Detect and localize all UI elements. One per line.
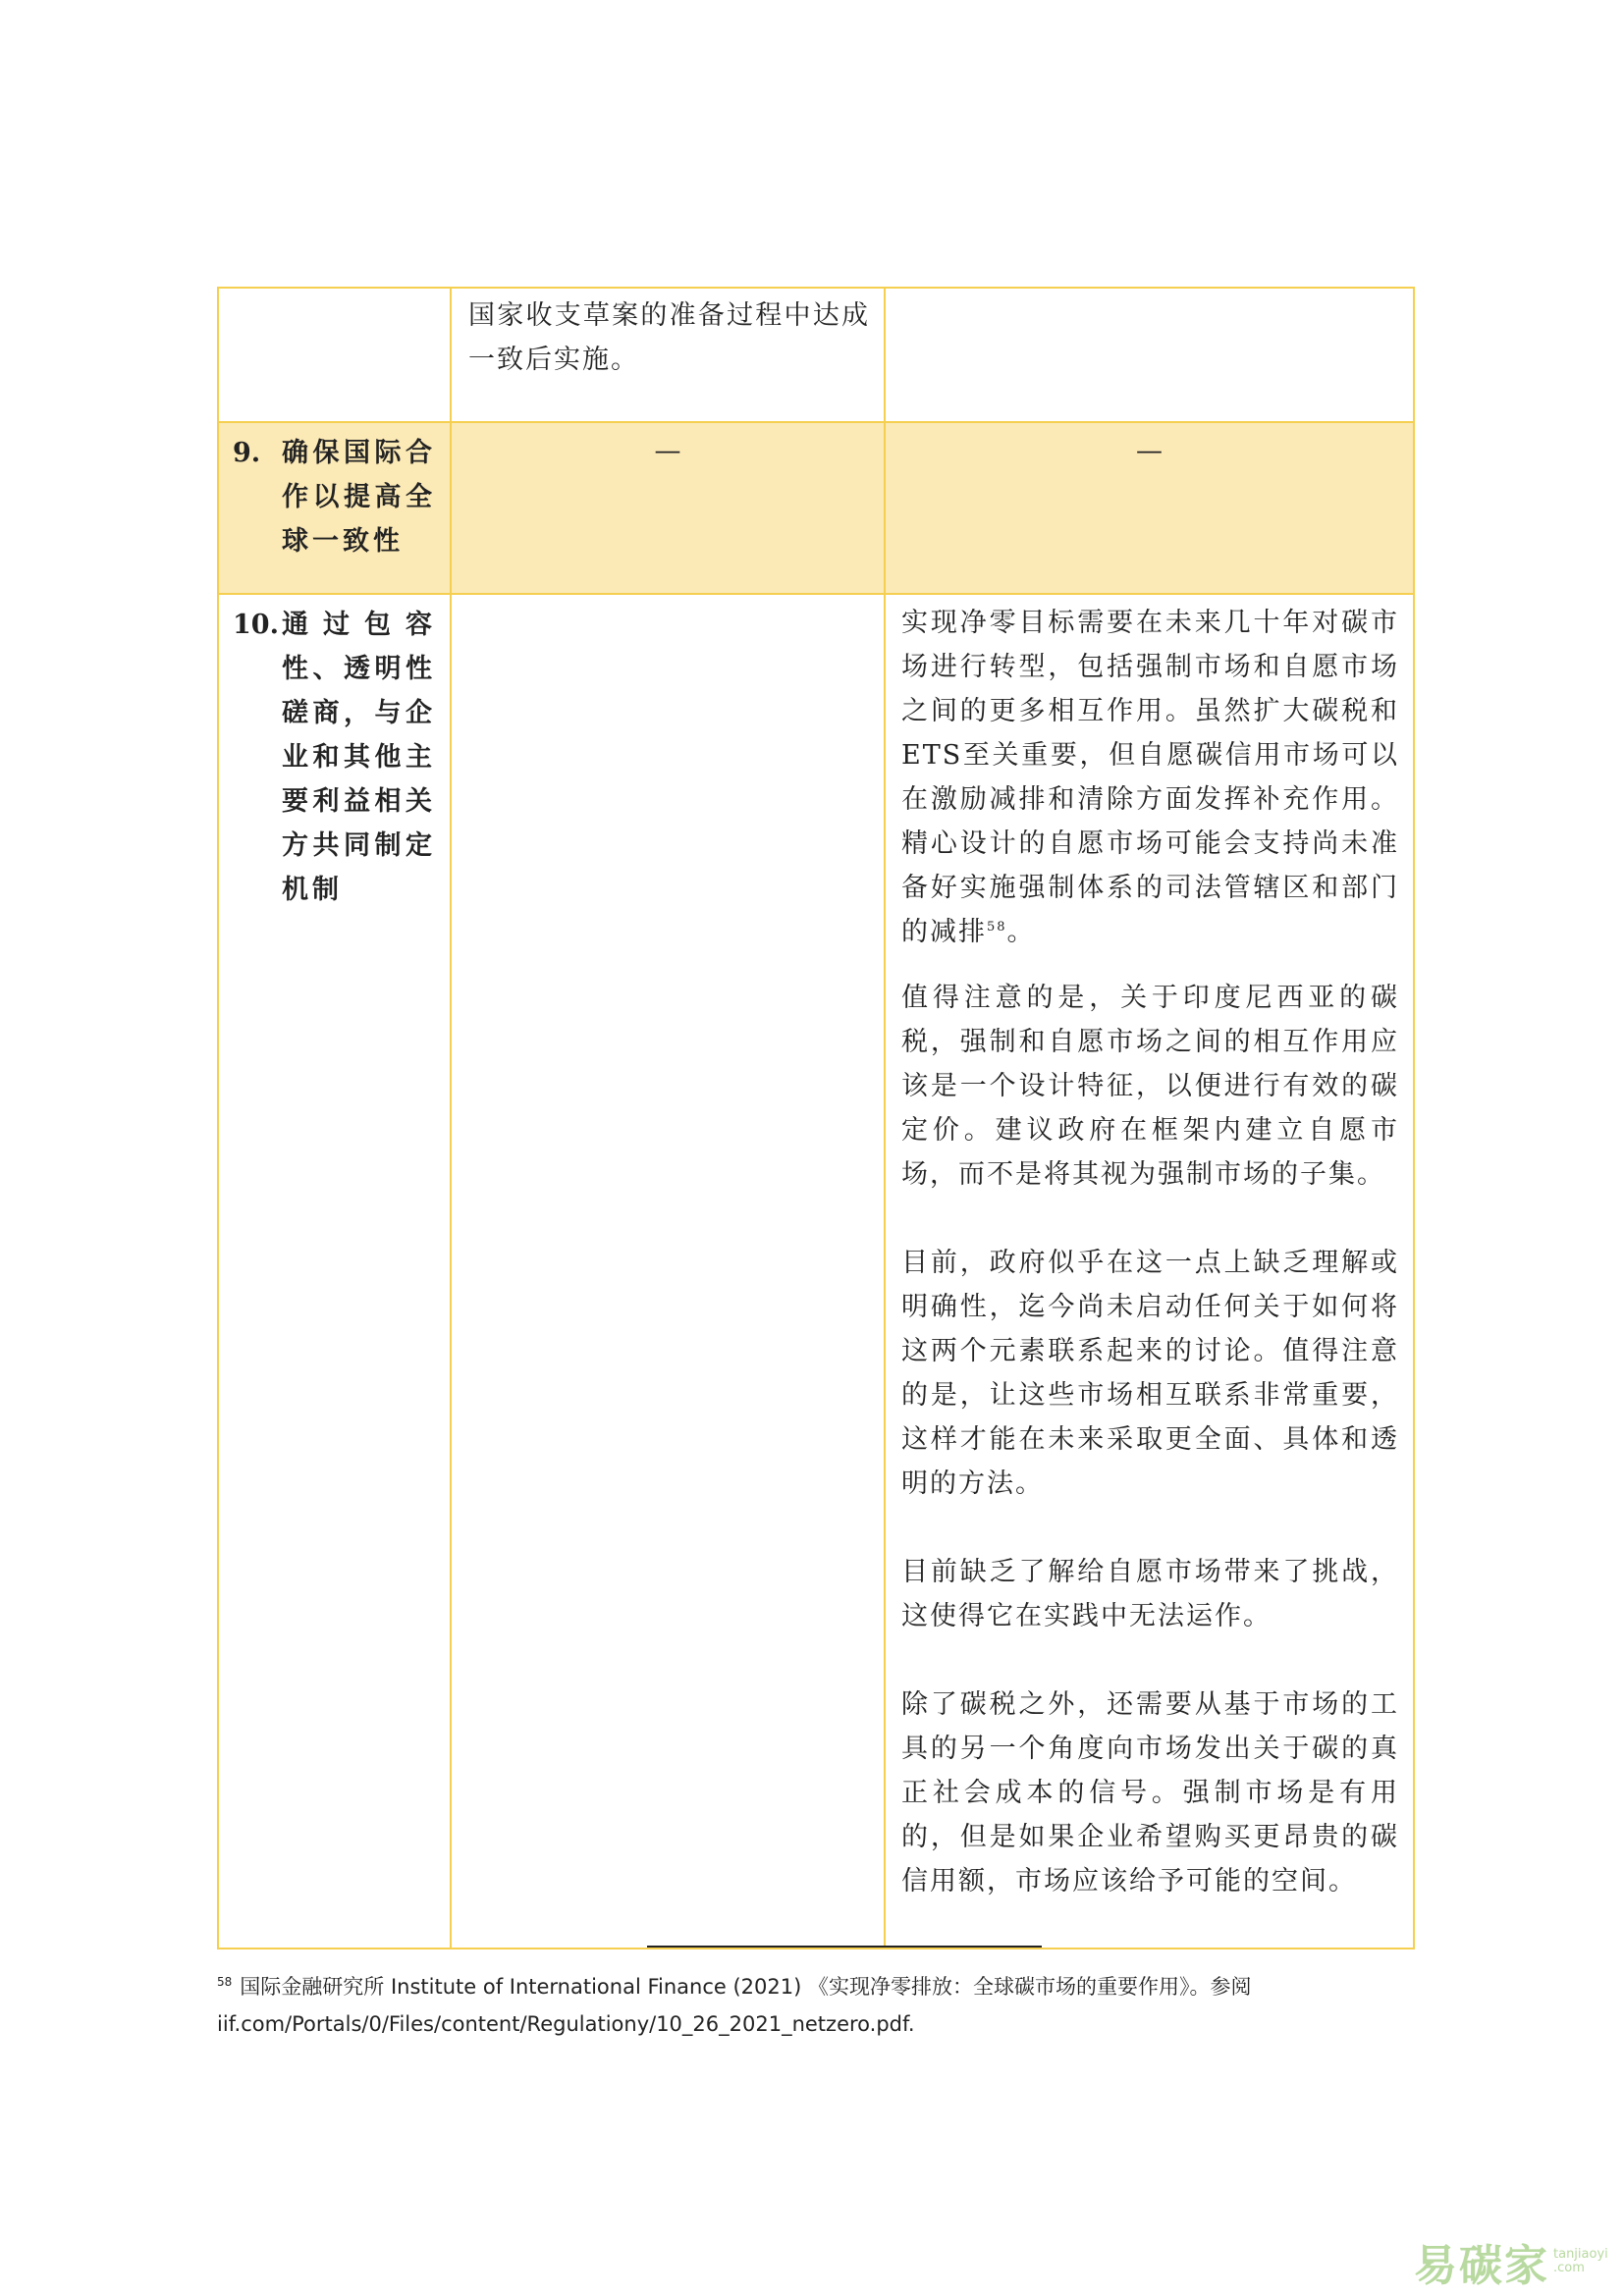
cell-continued-col3: [885, 288, 1414, 422]
paragraph-4: 目前缺乏了解给自愿市场带来了挑战，这使得它在实践中无法运作。: [901, 1557, 1399, 1631]
watermark-domain: tanjiaoyi .com: [1553, 2247, 1608, 2275]
dash-placeholder: —: [1136, 436, 1163, 466]
row-label: 确保国际合作以提高全球一致性: [282, 438, 436, 557]
policy-table: [217, 287, 1415, 1949]
row-label: 通过包容性、透明性磋商，与企业和其他主要利益相关方共同制定机制: [282, 610, 436, 905]
table-row-9: [218, 422, 1414, 594]
paragraph-3: 目前，政府似乎在这一点上缺乏理解或明确性，迄今尚未启动任何关于如何将这两个元素联系起来的讨论。值得注意的是，让这些市场相互联系非常重要，这样才能在未来采取更全面、具体和透明的方法。: [901, 1248, 1399, 1499]
table-row-10: [218, 594, 1414, 1949]
footnote-marker: 58: [217, 1975, 233, 1989]
paragraph-2: 值得注意的是，关于印度尼西亚的碳税，强制和自愿市场之间的相互作用应该是一个设计特征，以便进行有效的碳定价。建议政府在框架内建立自愿市场，而不是将其视为强制市场的子集。: [901, 983, 1399, 1190]
cell-row9-label: [218, 422, 451, 594]
paragraph-1: 实现净零目标需要在未来几十年对碳市场进行转型，包括强制市场和自愿市场之间的更多相互作用。虽然扩大碳税和ETS至关重要，但自愿碳信用市场可以在激励减排和清除方面发挥补充作用。精心设计的自愿市场可能会支持尚未准备好实施强制体系的司法管辖区和部门的减排$^{58}$。: [901, 608, 1399, 947]
footnote-divider: [647, 1946, 1042, 1948]
paragraph-5: 除了碳税之外，还需要从基于市场的工具的另一个角度向市场发出关于碳的真正社会成本的信号。强制市场是有用的，但是如果企业希望购买更昂贵的碳信用额，市场应该给予可能的空间。: [901, 1689, 1399, 1896]
cell-continued-col2: [451, 288, 885, 422]
cell-row9-col3: [885, 422, 1414, 594]
watermark-logo: [1414, 2230, 1608, 2293]
row-number: 9.: [233, 438, 261, 468]
cell-empty: [218, 288, 451, 422]
watermark-text: 易碳家: [1414, 2241, 1549, 2291]
cell-row9-col2: [451, 422, 885, 594]
continued-text: 国家收支草案的准备过程中达成一致后实施。: [468, 300, 870, 375]
footnote-line-2[interactable]: iif.com/Portals/0/Files/content/Regulationy/10_26_2021_netzero.pdf.: [217, 2012, 915, 2036]
dash-placeholder: —: [654, 436, 681, 466]
footnote-line-1: $^{58}$ 国际金融研究所 Institute of International Finance (2021) 《实现净零排放：全球碳市场的重要作用》。参阅: [217, 1975, 1252, 1999]
row-number: 10.: [233, 610, 279, 640]
table-row-continued: [218, 288, 1414, 422]
footnote: [217, 1963, 1415, 2043]
cell-row10-label: [218, 594, 451, 1949]
cell-row10-col2: [451, 594, 885, 1949]
footnote-ref[interactable]: 58: [987, 920, 1007, 934]
cell-row10-col3: [885, 594, 1414, 1949]
